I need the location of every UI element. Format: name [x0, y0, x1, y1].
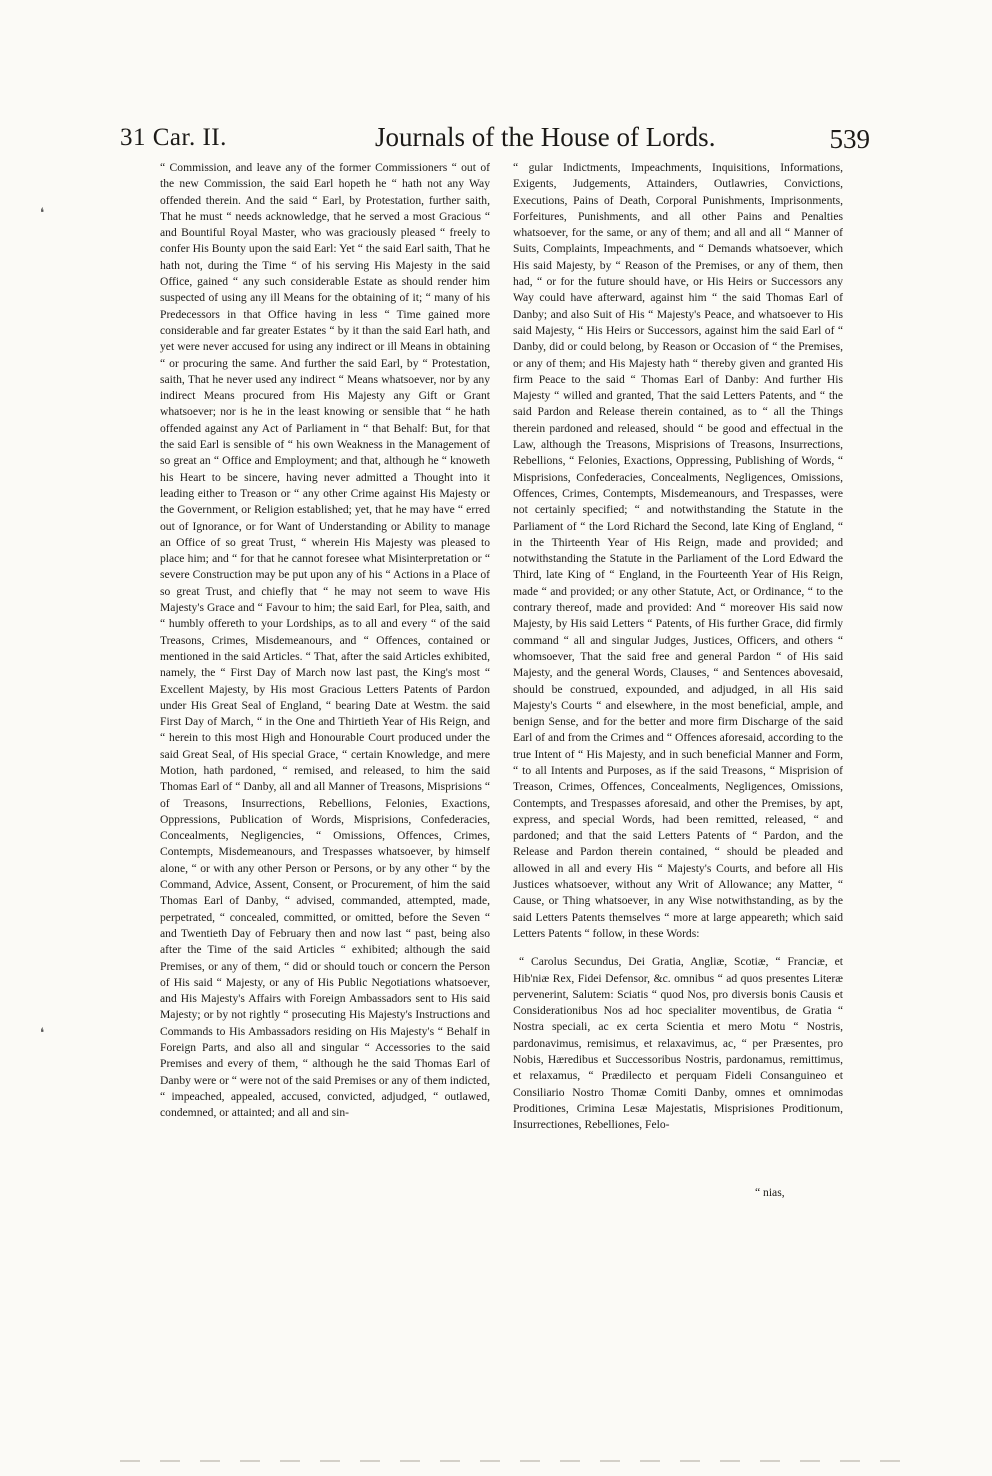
running-header [120, 118, 870, 162]
journal-title: Journals of the House of Lords. [375, 122, 716, 152]
catchword: “ nias, [755, 1186, 785, 1199]
bottom-edge-marks [120, 1460, 900, 1462]
regnal-year: 31 Car. II. [120, 124, 227, 151]
left-column-text: “ Commission, and leave any of the former Commissioners “ out of the new Commission, the said Earl hopeth he “ hath not any Way offended therein. And the said “ Earl, by Protestation, further saith, That he must “ needs acknowledge, that he served a most Gracious “ and Bountiful Royal Master, who was graciously pleased “ freely to confer His Bounty upon the said Earl: Yet “ the said Earl saith, That he hath not, during the Time “ of his serving His Majesty in the said Office, gained “ any such considerable Estate as should render him suspected of using any ill Means for the obtaining of it; “ many of his Predecessors in that Office having in less “ Time gained more considerable and far greater Estates “ by it than the said Earl hath, and yet were never accused for using any indirect or ill Means in obtaining “ or procuring the same. And further the said Earl, by “ Protestation, saith, That he never used any indirect “ Means whatsoever, nor by any indirect Means procured from His Majesty any Gift or Grant whatsoever; nor is he in the least knowing or sensible that “ he hath offended against any Act of Parliament in “ that Behalf: But, for that the said Earl is sensible of “ his own Weakness in the Management of so great an “ Office and Employment; and that, although he “ knoweth his Heart to be sincere, having never admitted a Thought into it leading either to Treason or “ any other Crime against His Majesty or the Government, or Religion established; yet, that he may have “ erred out of Ignorance, or for Want of Understanding or Ability to manage an Office of so great Trust, “ wherein His Majesty was pleased to place him; and “ for that he cannot foresee what Misinterpretation or “ severe Construction may be put upon any of his “ Actions in a Place of so great Trust, and chiefly that “ he may not seem to wave His Majesty's Grace and “ Favour to him; the said Earl, for Plea, saith, and “ humbly offereth to your Lordships, as to all and every “ of the said Treasons, Crimes, Misdemeanours, and “ Offences, contained or mentioned in the said Articles. “ That, after the said Articles exhibited, namely, the “ First Day of March now last past, the King's most “ Excellent Majesty, by His most Gracious Letters Patents of Pardon under His Great Seal of England, “ bearing Date at Westm. the said First Day of March, “ in the One and Thirtieth Year of His Reign, and “ herein to this most High and Honourable Court produced under the said Great Seal, of His special Grace, “ certain Knowledge, and mere Motion, hath pardoned, “ remised, and released, to him the said Thomas Earl of “ Danby, all and all Manner of Treasons, Misprisions “ of Treasons, Insurrections, Rebellions, Felonies, Exactions, Oppressions, Publication of Words, Misprisions, Confederacies, Concealments, Negligencies, “ Omissions, Offences, Crimes, Contempts, Misdemeanours, and Trespasses whatsoever, by himself alone, “ or with any other Person or Persons, or by any other “ by the Command, Advice, Assent, Consent, or Procurement, of him the said Thomas Earl of Danby, “ advised, commanded, attempted, made, perpetrated, “ concealed, committed, or omitted, before the Seven “ and Twentieth Day of February then and now last “ past, being also after the Time of the said Articles “ exhibited; although the said Premises, or any of them, “ did or should touch or concern the Person of His said “ Majesty, or any of His Public Negotiations whatsoever, and His Majesty's Affairs with Foreign Ambassadors sent to His said Majesty; or by not rightly “ prosecuting His Majesty's Instructions and Commands to His Ambassadors residing on His Majesty's “ Behalf in Foreign Parts, and also all and singular “ Accessories to the said Premises and every of them, “ although he the said Thomas Earl of Danby were or “ were not of the said Premises or any of them indicted, “ impeached, appealed, accused, convicted, adjudged, “ outlawed, condemned, or attainted; and all and sin- [160, 161, 490, 1120]
right-column [513, 160, 843, 1134]
right-column-text: “ gular Indictments, Impeachments, Inquisitions, Informations, Exigents, Judgements, Attainders, Outlawries, Convictions, Executions, Pains of Death, Corporal Punishments, Imprisonments, Forfeitures, Punishments, and all other Pains and Penalties whatsoever, for the same, or any of them; and all and all “ Manner of Suits, Complaints, Impeachments, and “ Demands whatsoever, which His said Majesty, by “ Reason of the Premises, or any of them, then had, “ or for the future should have, or His Heirs or Successors any Way could have afterward, against him “ the said Thomas Earl of Danby; and also Suit of His “ Majesty's Peace, and whatsoever to His said Majesty, “ His Heirs or Successors, against him the said Earl of “ Danby, did or could belong, by Reason or Occasion of “ the Premises, or any of them; and His Majesty hath “ thereby given and granted His firm Peace to the said “ Thomas Earl of Danby: And further His Majesty “ willed and granted, That the said Letters Patents, and “ the said Pardon and Release therein contained, as to “ all the Things therein pardoned and released, should “ be good and effectual in the Law, although the Treasons, Misprisions of Treasons, Insurrections, Rebellions, “ Felonies, Exactions, Oppressing, Publishing of Words, “ Misprisions, Confederacies, Concealments, Negligences, Omissions, Offences, Crimes, Contempts, Misdemeanours, and Trespasses, were not certainly specified; “ and notwithstanding the Statute in the Parliament of “ the Lord Richard the Second, late King of England, “ in the Thirteenth Year of His Reign, made and provided; and notwithstanding the Statute in the Parliament of the Lord Edward the Third, late King of “ England, in the Fourteenth Year of His Reign, made “ and provided; or any other Statute, Act, or Ordinance, “ to the contrary thereof, made and provided: And “ moreover His said now Majesty, by His said Letters “ Patents, of His further Grace, did firmly command “ all and singular Judges, Justices, Officers, and others “ whomsoever, That the said free and general Pardon “ of His said Majesty, and the general Words, Clauses, “ and Sentences abovesaid, should be construed, expounded, and adjudged, in all His said Majesty's Courts “ and elsewhere, in the most beneficial, ample, and benign Sense, and for the better and more firm Discharge of the said Earl of and from the Crimes and “ Offences aforesaid, according to the true Intent of “ His Majesty, and in such beneficial Manner and Form, “ to all Intents and Purposes, as if the said Treasons, “ Misprision of Treason, Crimes, Offences, Concealments, Negligences, Omissions, Contempts, and Trespasses aforesaid, and other the Premises, by apt, express, and special Words, had been remitted, released, “ and pardoned; and that the said Letters Patents of “ Pardon, and the Release and Pardon therein contained, “ should be pleaded and allowed in all and every His “ Majesty's Courts, and before all His Justices whatsoever, without any Writ of Allowance; any Matter, “ Cause, or Thing whatsoever, in any Wise notwithstanding, as by the said Letters Patents themselves “ more at large appeareth; which said Letters Patents “ follow, in these Words: [513, 161, 843, 940]
latin-letters-patent: “ Carolus Secundus, Dei Gratia, Angliæ, Scotiæ, “ Franciæ, et Hib'niæ Rex, Fidei Defensor, &c. omnibus “ ad quos presentes Literæ pervenerint, Salutem: Sciatis “ quod Nos, pro diversis bonis Causis et Considerationibus Nos ad hoc specialiter moventibus, de Gratia “ Nostra speciali, ac ex certa Scientia et mero Motu “ Nostris, pardonavimus, remisimus, et relaxavimus, ac, “ per Præsentes, pro Nobis, Hæredibus et Successoribus Nostris, pardonamus, remittimus, et relaxamus, “ Prædilecto et perquam Fideli Consanguineo et Consiliario Nostro Thomæ Comiti Danby, omnes et omnimodas Proditiones, Crimina Lesæ Majestatis, Misprisiones Proditionum, Insurrectiones, Rebelliones, Felo- [513, 955, 843, 1132]
margin-mark: ❛ [40, 205, 45, 220]
page-number: 539 [829, 124, 870, 154]
left-column [160, 160, 490, 1122]
margin-mark: ❛ [40, 1025, 45, 1040]
